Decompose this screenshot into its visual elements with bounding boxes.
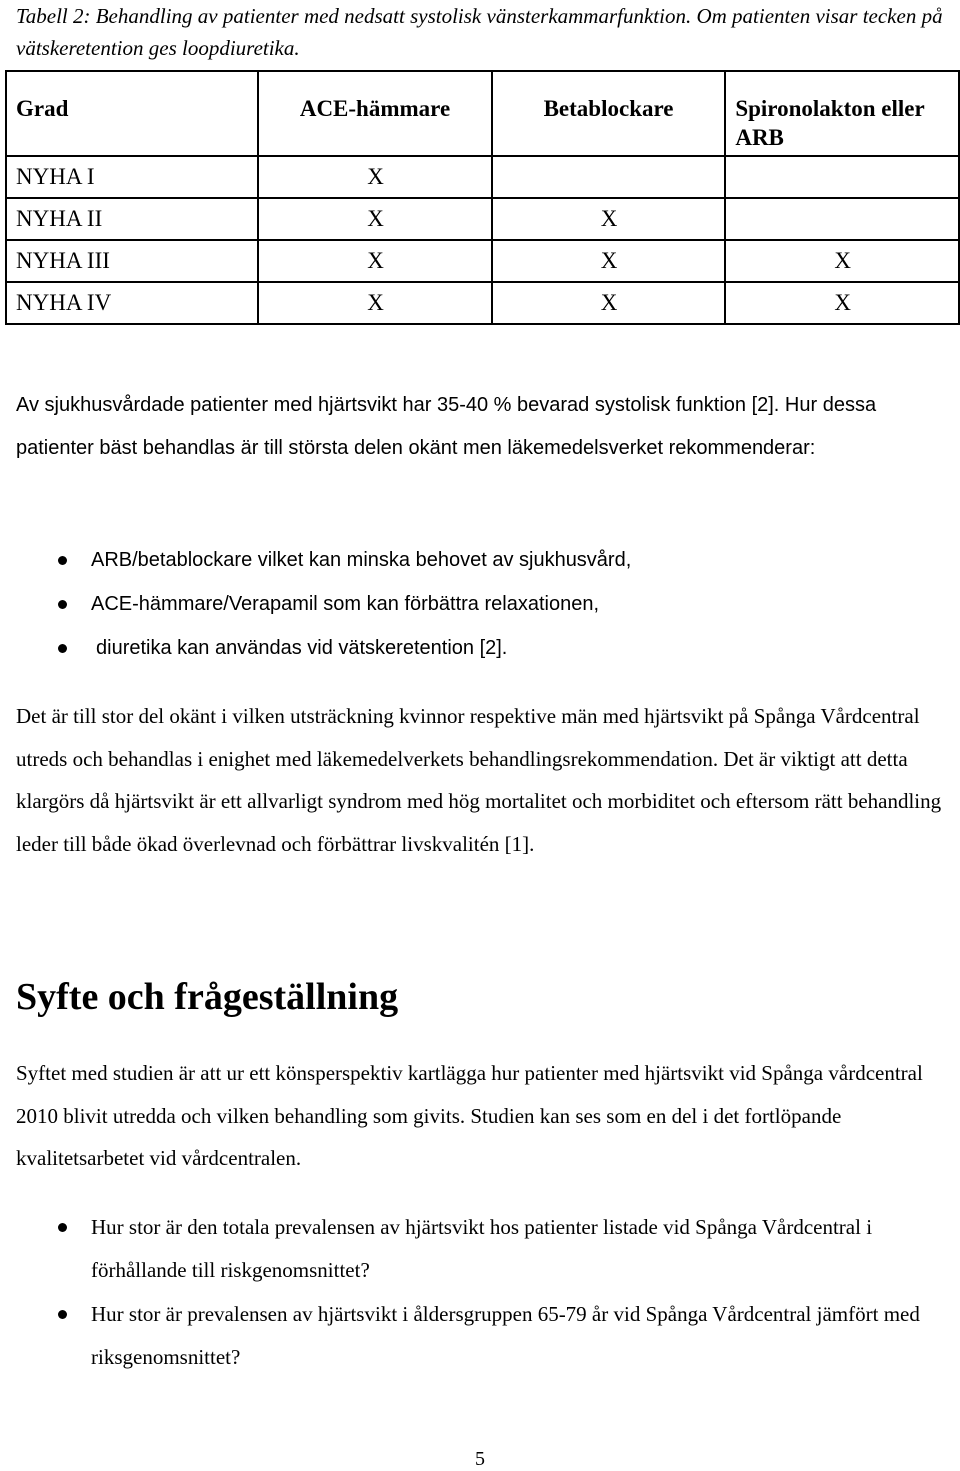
table-cell: X xyxy=(725,282,959,324)
paragraph-preserved-function: Av sjukhusvårdade patienter med hjärtsvikt har 35-40 % bevarad systolisk funktion [2]. Hur dessa patienter bäst behandlas är till största delen okänt men läkemedelsverket rekommenderar: xyxy=(16,394,877,459)
section-heading: Syfte och frågeställning xyxy=(16,976,399,1018)
bullet-icon xyxy=(58,556,67,565)
header-grad: Grad xyxy=(6,71,258,156)
table-row xyxy=(6,282,959,324)
list-item xyxy=(0,1206,930,1292)
list-item-text: Hur stor är den totala prevalensen av hjärtsvikt hos patienter listade vid Spånga Vårdcentral i förhållande till riskgenomsnittet? xyxy=(91,1215,873,1282)
list-item-text: ARB/betablockare vilket kan minska behovet av sjukhusvård, xyxy=(91,549,632,571)
bullet-icon xyxy=(58,644,67,653)
table-cell: NYHA II xyxy=(6,198,258,240)
table-cell: X xyxy=(725,240,959,282)
paragraph-purpose: Syftet med studien är att ur ett könsperspektiv kartlägga hur patienter med hjärtsvikt vid Spånga vårdcentral 2010 blivit utredda och vilken behandling som givits. Studien kan ses som en del i det fortlöpande kvalitetsarbetet vid vårdcentralen. xyxy=(16,1061,923,1170)
bullet-icon xyxy=(58,1223,67,1232)
list-item xyxy=(0,1293,930,1379)
header-beta: Betablockare xyxy=(492,71,726,156)
table-row xyxy=(6,198,959,240)
table-cell: X xyxy=(492,240,726,282)
table-caption: Tabell 2: Behandling av patienter med nedsatt systolisk vänsterkammarfunktion. Om patienten visar tecken på vätskeretention ges loopdiuretika. xyxy=(16,4,943,60)
treatment-table xyxy=(5,70,960,325)
table-cell: X xyxy=(492,198,726,240)
recommendation-list xyxy=(0,538,631,670)
table-cell: X xyxy=(258,156,492,198)
table-cell: NYHA I xyxy=(6,156,258,198)
table-cell: X xyxy=(258,240,492,282)
header-spironolakton: Spironolakton eller ARB xyxy=(725,71,959,156)
question-list xyxy=(0,1206,930,1380)
table-cell xyxy=(725,198,959,240)
list-item xyxy=(0,538,631,582)
table-header-row xyxy=(6,71,959,156)
list-item xyxy=(0,626,631,670)
table-cell xyxy=(725,156,959,198)
table-row xyxy=(6,156,959,198)
list-item-text: ACE-hämmare/Verapamil som kan förbättra relaxationen, xyxy=(91,593,600,615)
table-cell: NYHA III xyxy=(6,240,258,282)
table-cell: X xyxy=(258,198,492,240)
header-ace: ACE-hämmare xyxy=(258,71,492,156)
page-number: 5 xyxy=(475,1448,485,1470)
table-cell: NYHA IV xyxy=(6,282,258,324)
table-cell: X xyxy=(492,282,726,324)
paragraph-unknown-extent: Det är till stor del okänt i vilken utsträckning kvinnor respektive män med hjärtsvikt på Spånga Vårdcentral utreds och behandlas i enighet med läkemedelverkets behandlingsrekommendation. Det är viktigt att detta klargörs då hjärtsvikt är ett allvarligt syndrom med hög mortalitet och morbiditet och eftersom rätt behandling leder till både ökad överlevnad och förbättrar livskvalitén [1]. xyxy=(16,704,942,856)
list-item-text: diuretika kan användas vid vätskeretention [2]. xyxy=(96,637,508,659)
table-cell: X xyxy=(258,282,492,324)
table-row xyxy=(6,240,959,282)
list-item-text: Hur stor är prevalensen av hjärtsvikt i åldersgruppen 65-79 år vid Spånga Vårdcentral jämfört med riksgenomsnittet? xyxy=(91,1302,920,1369)
bullet-icon xyxy=(58,600,67,609)
table-cell xyxy=(492,156,726,198)
bullet-icon xyxy=(58,1310,67,1319)
list-item xyxy=(0,582,631,626)
